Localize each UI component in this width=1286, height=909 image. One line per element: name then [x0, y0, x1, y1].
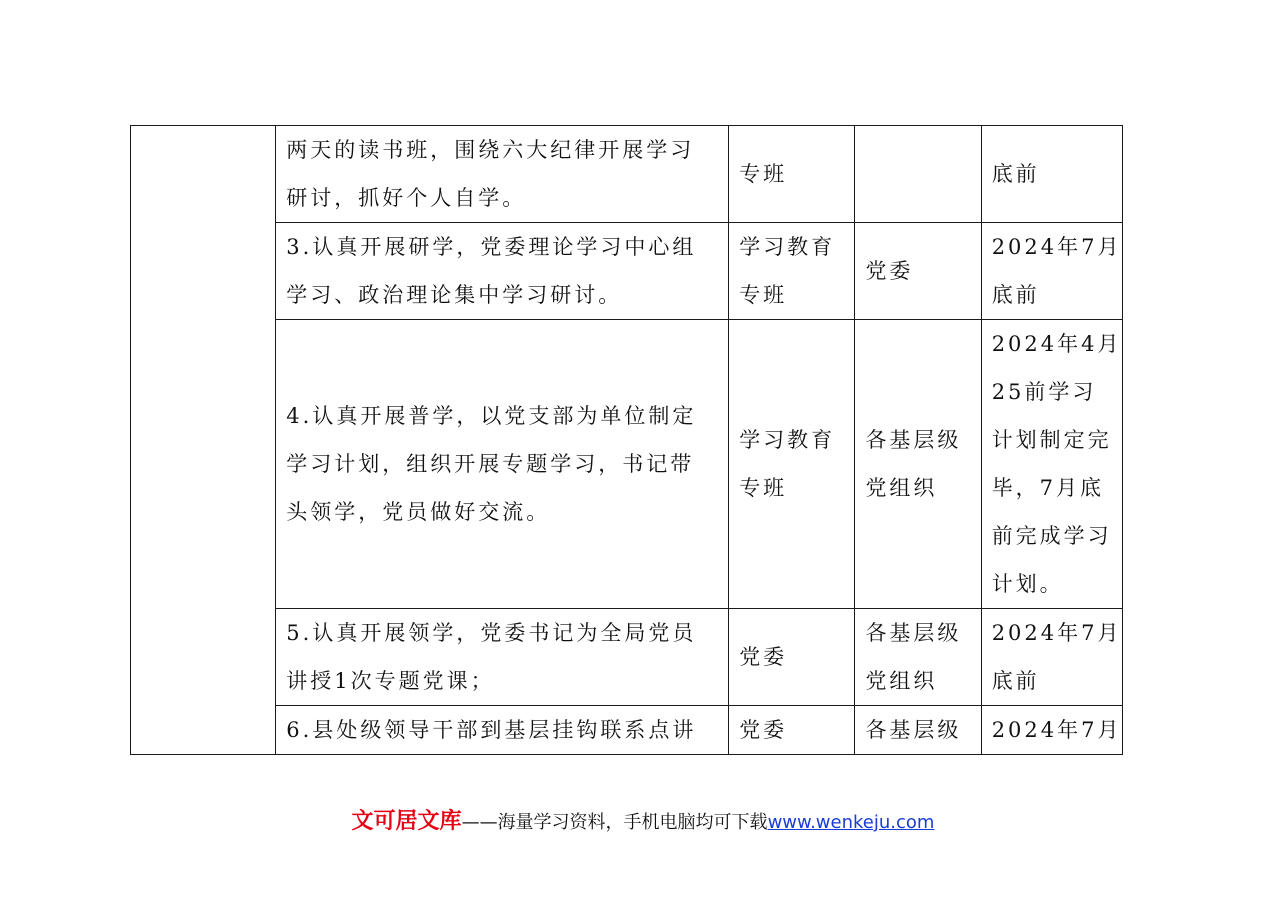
responsible-line: 党组织	[865, 669, 938, 693]
task-cell	[276, 609, 729, 706]
deadline-cell	[981, 609, 1122, 706]
table-row	[131, 609, 1123, 706]
task-line: 学习、政治理论集中学习研讨。	[286, 283, 623, 307]
task-line: 6.县处级领导干部到基层挂钩联系点讲	[286, 718, 697, 742]
lead-unit-cell	[729, 320, 855, 609]
task-line: 两天的读书班，围绕六大纪律开展学习	[286, 138, 695, 162]
task-cell	[276, 320, 729, 609]
lead-line: 党委	[739, 645, 788, 669]
table-row	[131, 223, 1123, 320]
footer-brand: 文可居文库	[351, 809, 462, 834]
table-row	[131, 126, 1123, 223]
task-line: 学习计划，组织开展专题学习，书记带	[286, 452, 695, 476]
deadline-line: 计划制定完	[991, 428, 1112, 452]
deadline-line: 前完成学习	[991, 524, 1112, 548]
footer-banner	[0, 804, 1286, 835]
responsible-unit-cell	[855, 223, 981, 320]
lead-line: 专班	[739, 476, 788, 500]
task-table	[130, 125, 1123, 755]
task-line: 3.认真开展研学，党委理论学习中心组	[286, 235, 697, 259]
deadline-cell	[981, 706, 1122, 755]
deadline-line: 2024年7月	[991, 718, 1122, 742]
deadline-line: 底前	[991, 162, 1040, 186]
deadline-line: 2024年7月	[991, 235, 1122, 259]
lead-unit-cell	[729, 609, 855, 706]
deadline-cell	[981, 223, 1122, 320]
responsible-line: 各基层级	[865, 621, 962, 645]
responsible-line: 各基层级	[865, 428, 962, 452]
deadline-line: 2024年7月	[991, 621, 1122, 645]
lead-line: 学习教育	[739, 235, 836, 259]
table-row	[131, 706, 1123, 755]
responsible-unit-cell	[855, 706, 981, 755]
responsible-unit-cell	[855, 320, 981, 609]
task-cell	[276, 126, 729, 223]
task-line: 头领学，党员做好交流。	[286, 500, 551, 524]
deadline-line: 底前	[991, 669, 1040, 693]
task-cell	[276, 706, 729, 755]
deadline-line: 底前	[991, 283, 1040, 307]
lead-line: 学习教育	[739, 428, 836, 452]
lead-unit-cell	[729, 706, 855, 755]
task-line: 讲授1次专题党课；	[286, 669, 495, 693]
footer-link[interactable]: www.wenkeju.com	[767, 812, 935, 833]
responsible-line: 党组织	[865, 476, 938, 500]
deadline-line: 毕，7月底	[991, 476, 1105, 500]
category-cell	[131, 126, 276, 755]
deadline-cell	[981, 126, 1122, 223]
task-line: 研讨，抓好个人自学。	[286, 186, 527, 210]
deadline-line: 25前学习	[991, 380, 1097, 404]
lead-line: 党委	[739, 718, 788, 742]
deadline-line: 2024年4月	[991, 332, 1122, 356]
lead-line: 专班	[739, 283, 788, 307]
responsible-line: 党委	[865, 259, 914, 283]
footer-tagline: ——海量学习资料，手机电脑均可下载	[461, 812, 768, 833]
responsible-unit-cell	[855, 126, 981, 223]
lead-unit-cell	[729, 126, 855, 223]
table-row	[131, 320, 1123, 609]
deadline-cell	[981, 320, 1122, 609]
task-line: 4.认真开展普学，以党支部为单位制定	[286, 404, 697, 428]
task-cell	[276, 223, 729, 320]
task-line: 5.认真开展领学，党委书记为全局党员	[286, 621, 697, 645]
lead-unit-cell	[729, 223, 855, 320]
responsible-unit-cell	[855, 609, 981, 706]
responsible-line: 各基层级	[865, 718, 962, 742]
deadline-line: 计划。	[991, 572, 1064, 596]
lead-line: 专班	[739, 162, 788, 186]
